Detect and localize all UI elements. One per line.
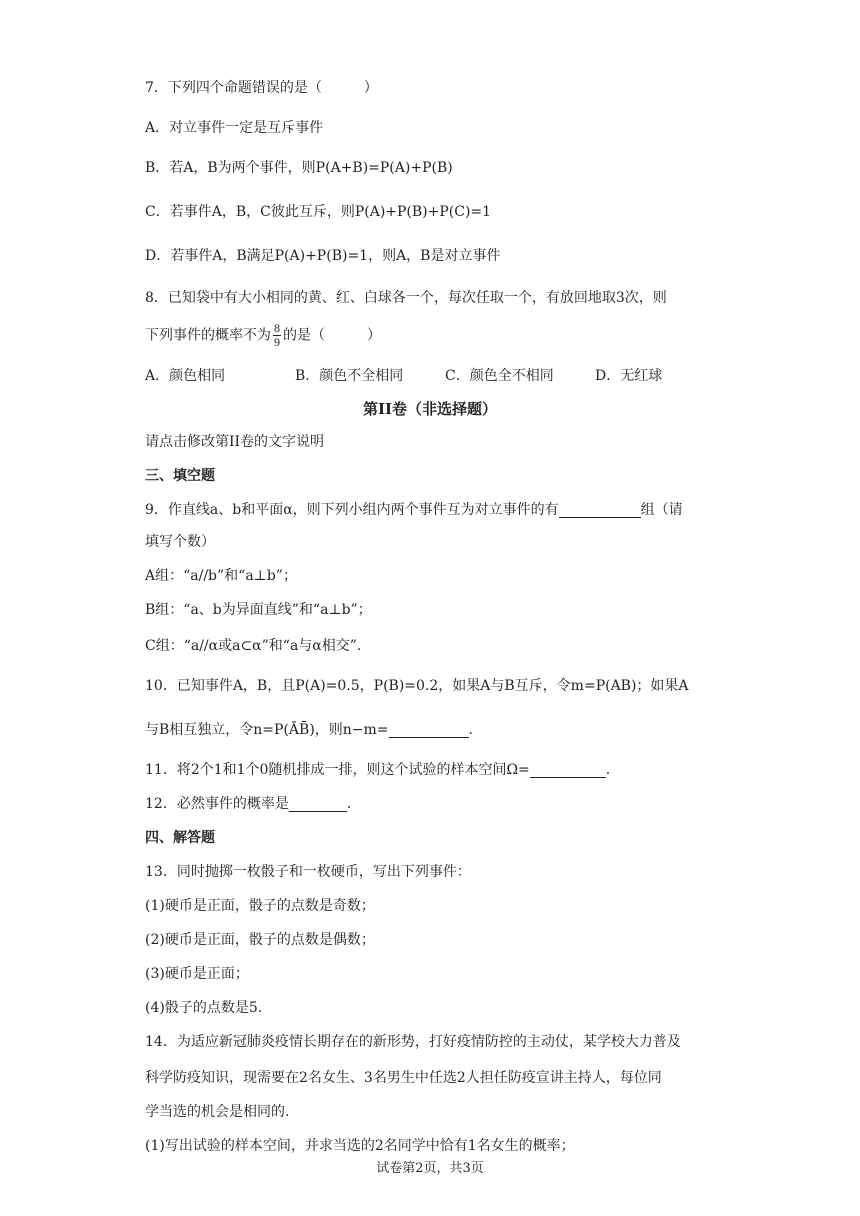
q11-post: .	[605, 762, 611, 778]
q12-post: .	[346, 796, 352, 812]
q8-choice-a: A．颜色相同	[145, 368, 226, 384]
answer-blank[interactable]	[389, 723, 469, 738]
part2-note: 请点击修改第II卷的文字说明	[145, 434, 325, 450]
q10-line2-post: .	[468, 722, 473, 738]
q8-choice-b: B．颜色不全相同	[295, 368, 404, 384]
section-solve: 四、解答题	[145, 830, 215, 846]
q14-sub1: (1)写出试验的样本空间，并求当选的2名同学中恰有1名女生的概率；	[145, 1138, 575, 1154]
q8-choice-d: D．无红球	[595, 368, 663, 384]
page-footer: 试卷第2页，共3页	[376, 1161, 484, 1176]
q14-line3: 学当选的机会是相同的.	[145, 1104, 290, 1120]
q8-stem-line1: 8．已知袋中有大小相同的黄、红、白球各一个，每次任取一个，有放回地取3次，则	[145, 290, 667, 306]
q9-line1-pre: 9．作直线a、b和平面α，则下列小组内两个事件互为对立事件的有	[145, 502, 559, 518]
q14-line2: 科学防疫知识，现需要在2名女生、3名男生中任选2人担任防疫宣讲主持人，每位同	[145, 1070, 662, 1086]
q9-group-c: C组：“a//α或a⊂α”和“a与α相交”.	[145, 638, 362, 654]
q12-line	[145, 794, 800, 814]
q10-line2	[145, 720, 800, 740]
q7-option-c: C．若事件A，B，C彼此互斥，则P(A)+P(B)+P(C)=1	[145, 204, 492, 220]
fraction-numerator: 8	[274, 321, 280, 335]
q13-item-3: (3)硬币是正面；	[145, 966, 249, 982]
q11-pre: 11．将2个1和1个0随机排成一排，则这个试验的样本空间Ω=	[145, 762, 530, 778]
q13-item-4: (4)骰子的点数是5.	[145, 1000, 263, 1016]
fraction	[273, 322, 281, 349]
q9-line1-post: 组（请	[640, 502, 683, 518]
q9-group-a: A组：“a//b”和“a⊥b”；	[145, 568, 297, 584]
q7-option-d: D．若事件A，B满足P(A)+P(B)=1，则A，B是对立事件	[145, 248, 501, 264]
q8-choices	[145, 366, 800, 386]
q7-option-b: B．若A，B为两个事件，则P(A+B)=P(A)+P(B)	[145, 160, 453, 176]
q9-line2: 填写个数）	[145, 534, 215, 550]
fraction-denominator: 9	[274, 335, 280, 349]
answer-blank[interactable]	[289, 797, 347, 812]
q7-option-a: A．对立事件一定是互斥事件	[145, 120, 324, 136]
q10-line2-pre: 与B相互独立，令n=P(ĀB̄)，则n−m=	[145, 722, 389, 738]
q13-item-1: (1)硬币是正面，骰子的点数是奇数；	[145, 898, 375, 914]
q7-stem: 7．下列四个命题错误的是（ ）	[145, 80, 378, 96]
q13-item-2: (2)硬币是正面，骰子的点数是偶数；	[145, 932, 375, 948]
q11-line	[145, 760, 800, 780]
section-fill-blank: 三、填空题	[145, 468, 215, 484]
q14-line1: 14．为适应新冠肺炎疫情长期存在的新形势，打好疫情防控的主动仗，某学校大力普及	[145, 1034, 681, 1050]
answer-blank[interactable]	[559, 503, 641, 518]
part2-title: 第II卷（非选择题）	[362, 400, 498, 418]
q8-stem-pre: 下列事件的概率不为	[145, 327, 271, 344]
q13-stem: 13．同时抛掷一枚骰子和一枚硬币，写出下列事件：	[145, 864, 471, 880]
q9-group-b: B组：“a、b为异面直线”和“a⊥b”；	[145, 602, 372, 618]
q9-line1	[145, 500, 800, 520]
q10-line1: 10．已知事件A，B，且P(A)=0.5，P(B)=0.2，如果A与B互斥，令m=P(AB)；如果A	[145, 678, 689, 694]
q12-pre: 12．必然事件的概率是	[145, 796, 289, 812]
q8-stem-line2	[145, 322, 800, 349]
q8-stem-post: 的是（ ）	[283, 327, 381, 344]
q8-choice-c: C．颜色全不相同	[445, 368, 554, 384]
answer-blank[interactable]	[530, 763, 606, 778]
